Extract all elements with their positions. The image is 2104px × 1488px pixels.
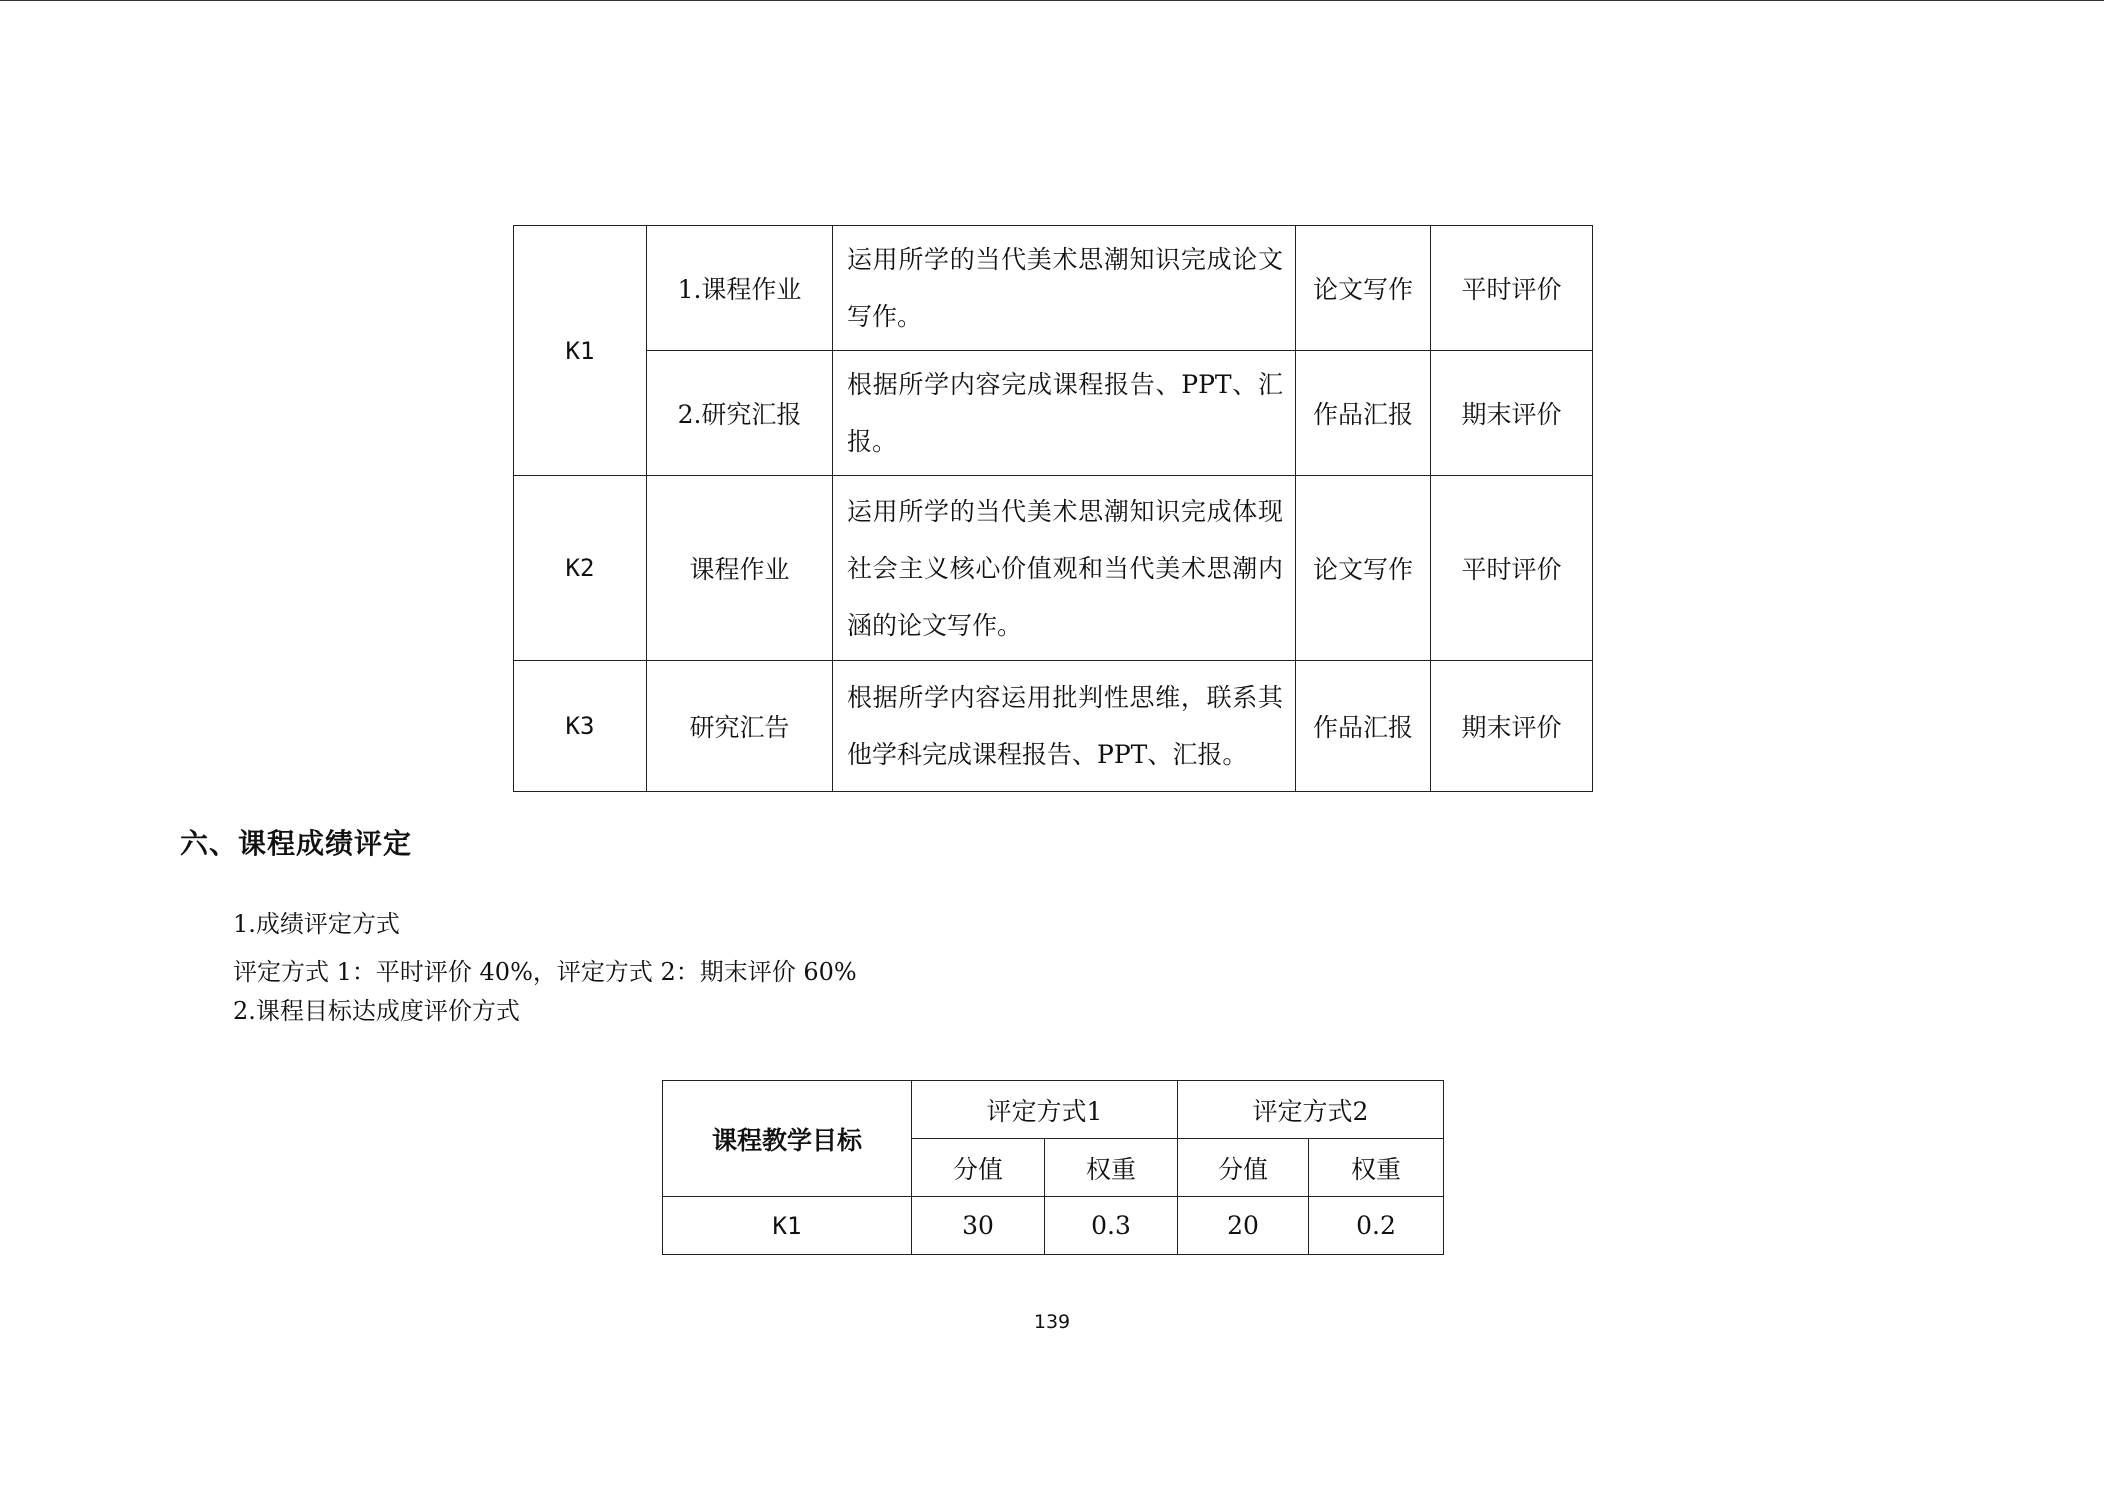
goal-code-cell: K2 <box>514 476 647 661</box>
grading-method-text: 评定方式 1：平时评价 40%，评定方式 2：期末评价 60% <box>233 958 857 986</box>
weight-header: 权重 <box>1309 1139 1444 1197</box>
score-header: 分值 <box>1178 1139 1309 1197</box>
goal-header: 课程教学目标 <box>663 1081 912 1197</box>
section-heading: 六、课程成绩评定 <box>180 827 413 860</box>
table-row <box>514 226 1593 351</box>
assessment-description-cell: 运用所学的当代美术思潮知识完成论文写作。 <box>833 226 1296 351</box>
page-number: 139 <box>1033 1311 1071 1333</box>
assessment-type-cell: 作品汇报 <box>1296 661 1431 792</box>
table-row <box>514 661 1593 792</box>
method1-header: 评定方式1 <box>912 1081 1178 1139</box>
method2-weight-cell: 0.2 <box>1309 1197 1444 1255</box>
assessment-description-cell: 运用所学的当代美术思潮知识完成体现社会主义核心价值观和当代美术思潮内涵的论文写作。 <box>833 476 1296 661</box>
assessment-description-cell: 根据所学内容完成课程报告、PPT、汇报。 <box>833 351 1296 476</box>
table-row <box>514 476 1593 661</box>
weight-table <box>662 1080 1444 1255</box>
assessment-type-cell: 论文写作 <box>1296 476 1431 661</box>
assessment-method-cell: 1.课程作业 <box>647 226 833 351</box>
table-header-row <box>663 1081 1444 1139</box>
evaluation-cell: 期末评价 <box>1431 661 1593 792</box>
top-border-rule <box>0 0 2104 1</box>
assessment-type-cell: 作品汇报 <box>1296 351 1431 476</box>
evaluation-cell: 平时评价 <box>1431 476 1593 661</box>
assessment-method-cell: 2.研究汇报 <box>647 351 833 476</box>
evaluation-cell: 平时评价 <box>1431 226 1593 351</box>
table-row <box>663 1197 1444 1255</box>
evaluation-cell: 期末评价 <box>1431 351 1593 476</box>
method2-header: 评定方式2 <box>1178 1081 1444 1139</box>
assessment-type-cell: 论文写作 <box>1296 226 1431 351</box>
assessment-method-cell: 课程作业 <box>647 476 833 661</box>
weight-header: 权重 <box>1045 1139 1178 1197</box>
method2-score-cell: 20 <box>1178 1197 1309 1255</box>
assessment-description-cell: 根据所学内容运用批判性思维，联系其他学科完成课程报告、PPT、汇报。 <box>833 661 1296 792</box>
table-row <box>514 351 1593 476</box>
goal-achievement-title: 2.课程目标达成度评价方式 <box>233 997 520 1025</box>
score-header: 分值 <box>912 1139 1045 1197</box>
goal-cell: K1 <box>663 1197 912 1255</box>
grading-method-title: 1.成绩评定方式 <box>233 910 400 938</box>
method1-weight-cell: 0.3 <box>1045 1197 1178 1255</box>
assessment-method-cell: 研究汇告 <box>647 661 833 792</box>
goal-code-cell: K3 <box>514 661 647 792</box>
goal-code-cell: K1 <box>514 226 647 476</box>
method1-score-cell: 30 <box>912 1197 1045 1255</box>
assessment-table <box>513 225 1593 792</box>
